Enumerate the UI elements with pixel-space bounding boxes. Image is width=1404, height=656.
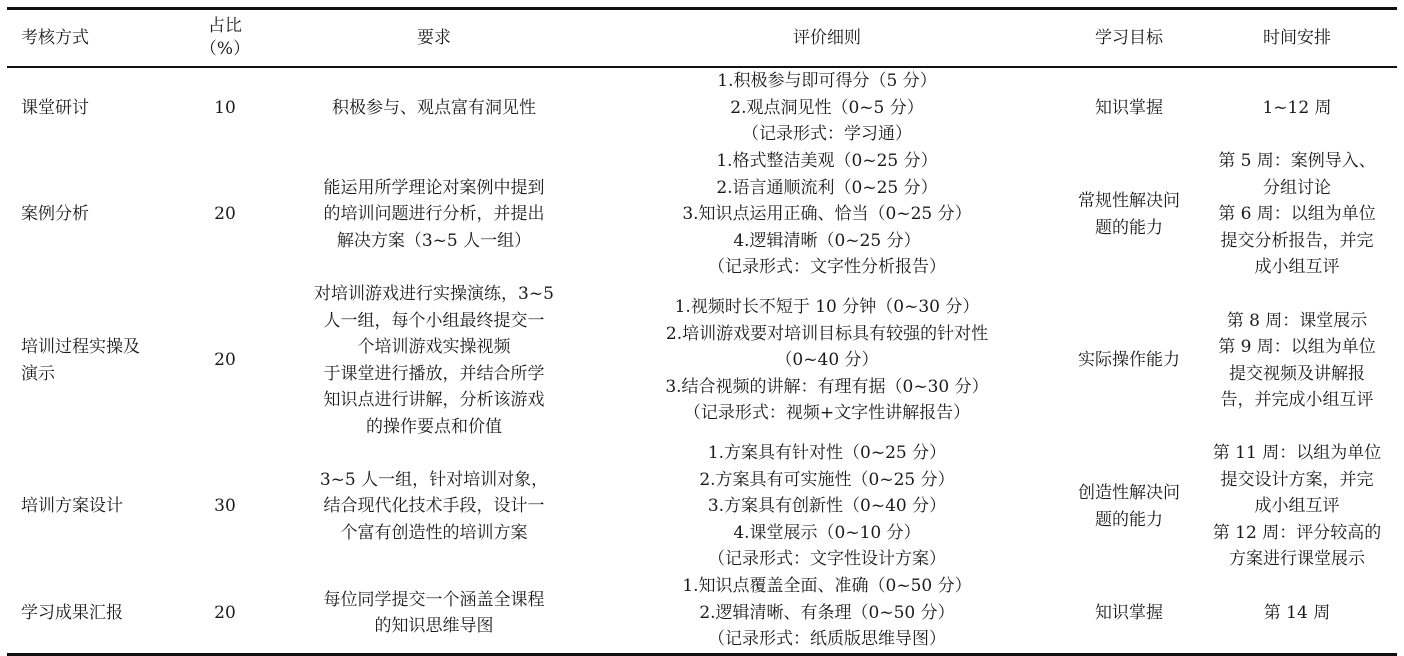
goal-line: 创造性解决问 <box>1078 483 1180 503</box>
cell-ratio: 10 <box>214 97 236 118</box>
cell-requirement <box>275 440 593 573</box>
schedule-line: 第 8 周：课堂展示 <box>1226 310 1368 331</box>
rule-line: 1.方案具有针对性（0~25 分） <box>707 443 947 464</box>
header-requirement: 要求 <box>417 27 451 48</box>
schedule-line: 第 11 周：以组为单位 <box>1212 443 1382 464</box>
rule-line: 1.知识点覆盖全面、准确（0~50 分） <box>682 576 972 597</box>
header-ratio <box>175 9 275 68</box>
goal-line: 知识掌握 <box>1095 602 1163 623</box>
cell-goal <box>1061 148 1197 281</box>
requirement-line: 个富有创造性的培训方案 <box>340 522 528 543</box>
goal-line: 知识掌握 <box>1095 97 1163 118</box>
cell-schedule <box>1197 440 1397 573</box>
requirement-line: 知识点进行讲解，分析该游戏 <box>323 390 545 410</box>
cell-method <box>7 281 175 440</box>
table-row <box>7 67 1397 148</box>
table-row <box>7 573 1397 655</box>
goal-line: 实际操作能力 <box>1078 350 1180 371</box>
requirement-line: 人一组，每个小组最终提交一 <box>323 310 545 331</box>
assessment-table-container <box>7 7 1397 656</box>
requirement-line: 于课堂进行播放，并结合所学 <box>323 363 545 384</box>
cell-goal <box>1061 67 1197 148</box>
rule-line: 3.方案具有创新性（0~40 分） <box>707 496 947 517</box>
rule-line: （记录形式：文字性分析报告） <box>708 257 946 278</box>
cell-ratio: 20 <box>214 204 236 225</box>
requirement-line: 每位同学提交一个涵盖全课程 <box>323 589 545 610</box>
table-row <box>7 281 1397 440</box>
cell-schedule <box>1197 148 1397 281</box>
cell-rules <box>593 281 1061 440</box>
cell-method: 课堂研讨 <box>21 97 89 118</box>
cell-ratio: 20 <box>214 350 236 371</box>
method-line: 培训过程实操及 <box>21 337 140 357</box>
requirement-line: 结合现代化技术手段，设计一 <box>323 496 545 517</box>
cell-rules <box>593 573 1061 655</box>
schedule-line: 分组讨论 <box>1263 177 1331 198</box>
cell-rules <box>593 440 1061 573</box>
schedule-line: 第 6 周：以组为单位 <box>1218 204 1376 225</box>
rule-line: 4.课堂展示（0~10 分） <box>733 522 921 543</box>
header-rules: 评价细则 <box>793 27 861 48</box>
requirement-line: 积极参与、观点富有洞见性 <box>332 97 536 118</box>
cell-ratio: 30 <box>214 496 236 517</box>
cell-method: 案例分析 <box>21 204 89 225</box>
requirement-line: 个培训游戏实操视频 <box>357 337 511 357</box>
rule-line: 2.培训游戏要对培训目标具有较强的针对性 <box>665 323 989 344</box>
schedule-line: 告，并完成小组互评 <box>1220 390 1374 410</box>
requirement-line: 的操作要点和价值 <box>366 416 502 437</box>
schedule-line: 第 12 周：评分较高的 <box>1212 522 1382 543</box>
cell-method: 培训方案设计 <box>21 496 123 517</box>
header-row <box>7 9 1397 68</box>
cell-ratio: 20 <box>214 602 236 623</box>
header-ratio-line2: （%） <box>199 39 251 59</box>
header-schedule: 时间安排 <box>1263 27 1331 48</box>
method-line: 演示 <box>21 363 55 384</box>
schedule-line: 提交设计方案，并完 <box>1220 469 1374 490</box>
header-method: 考核方式 <box>21 27 89 48</box>
cell-requirement <box>275 148 593 281</box>
rule-line: （0~40 分） <box>775 350 879 371</box>
schedule-line: 第 5 周：案例导入、 <box>1218 151 1376 172</box>
cell-method: 学习成果汇报 <box>21 602 123 623</box>
goal-line: 题的能力 <box>1095 509 1163 530</box>
rule-line: 2.观点洞见性（0~5 分） <box>730 97 924 118</box>
requirement-line: 的培训问题进行分析，并提出 <box>323 204 545 225</box>
schedule-line: 提交视频及讲解报 <box>1229 363 1365 384</box>
cell-rules <box>593 148 1061 281</box>
requirement-line: 解决方案（3~5 人一组） <box>336 230 532 251</box>
rule-line: 3.知识点运用正确、恰当（0~25 分） <box>682 204 972 225</box>
rule-line: （记录形式：视频+文字性讲解报告） <box>683 403 971 424</box>
requirement-line: 对培训游戏进行实操演练，3~5 <box>314 284 554 304</box>
rule-line: 2.逻辑清晰、有条理（0~50 分） <box>699 602 955 623</box>
cell-goal <box>1061 440 1197 573</box>
goal-line: 常规性解决问 <box>1078 191 1180 211</box>
assessment-table <box>7 7 1397 656</box>
requirement-line: 的知识思维导图 <box>374 616 494 636</box>
schedule-line: 方案进行课堂展示 <box>1229 549 1365 570</box>
rule-line: 1.格式整洁美观（0~25 分） <box>716 151 938 172</box>
cell-goal <box>1061 573 1197 655</box>
schedule-line: 第 14 周 <box>1263 602 1331 623</box>
rule-line: 4.逻辑清晰（0~25 分） <box>733 230 921 251</box>
schedule-line: 1~12 周 <box>1262 97 1332 118</box>
rule-line: （记录形式：文字性设计方案） <box>708 549 946 570</box>
rule-line: （记录形式：纸质版思维导图） <box>708 629 946 650</box>
cell-requirement <box>275 573 593 655</box>
table-row <box>7 148 1397 281</box>
cell-goal <box>1061 281 1197 440</box>
rule-line: （记录形式：学习通） <box>742 124 912 145</box>
rule-line: 3.结合视频的讲解：有理有据（0~30 分） <box>665 376 989 397</box>
schedule-line: 成小组互评 <box>1254 257 1340 278</box>
header-goal: 学习目标 <box>1095 27 1163 48</box>
cell-schedule <box>1197 67 1397 148</box>
requirement-line: 3~5 人一组，针对培训对象， <box>319 469 549 490</box>
cell-rules <box>593 67 1061 148</box>
rule-line: 2.方案具有可实施性（0~25 分） <box>699 469 955 490</box>
cell-requirement <box>275 281 593 440</box>
table-row <box>7 440 1397 573</box>
header-ratio-line1: 占比 <box>208 16 242 36</box>
rule-line: 1.积极参与即可得分（5 分） <box>717 71 937 92</box>
rule-line: 2.语言通顺流利（0~25 分） <box>716 177 938 198</box>
rule-line: 1.视频时长不短于 10 分钟（0~30 分） <box>674 297 980 318</box>
cell-schedule <box>1197 281 1397 440</box>
goal-line: 题的能力 <box>1095 217 1163 238</box>
schedule-line: 提交分析报告，并完 <box>1220 230 1374 251</box>
schedule-line: 成小组互评 <box>1254 496 1340 517</box>
schedule-line: 第 9 周：以组为单位 <box>1218 337 1376 357</box>
cell-schedule <box>1197 573 1397 655</box>
cell-requirement <box>275 67 593 148</box>
requirement-line: 能运用所学理论对案例中提到 <box>323 177 545 198</box>
